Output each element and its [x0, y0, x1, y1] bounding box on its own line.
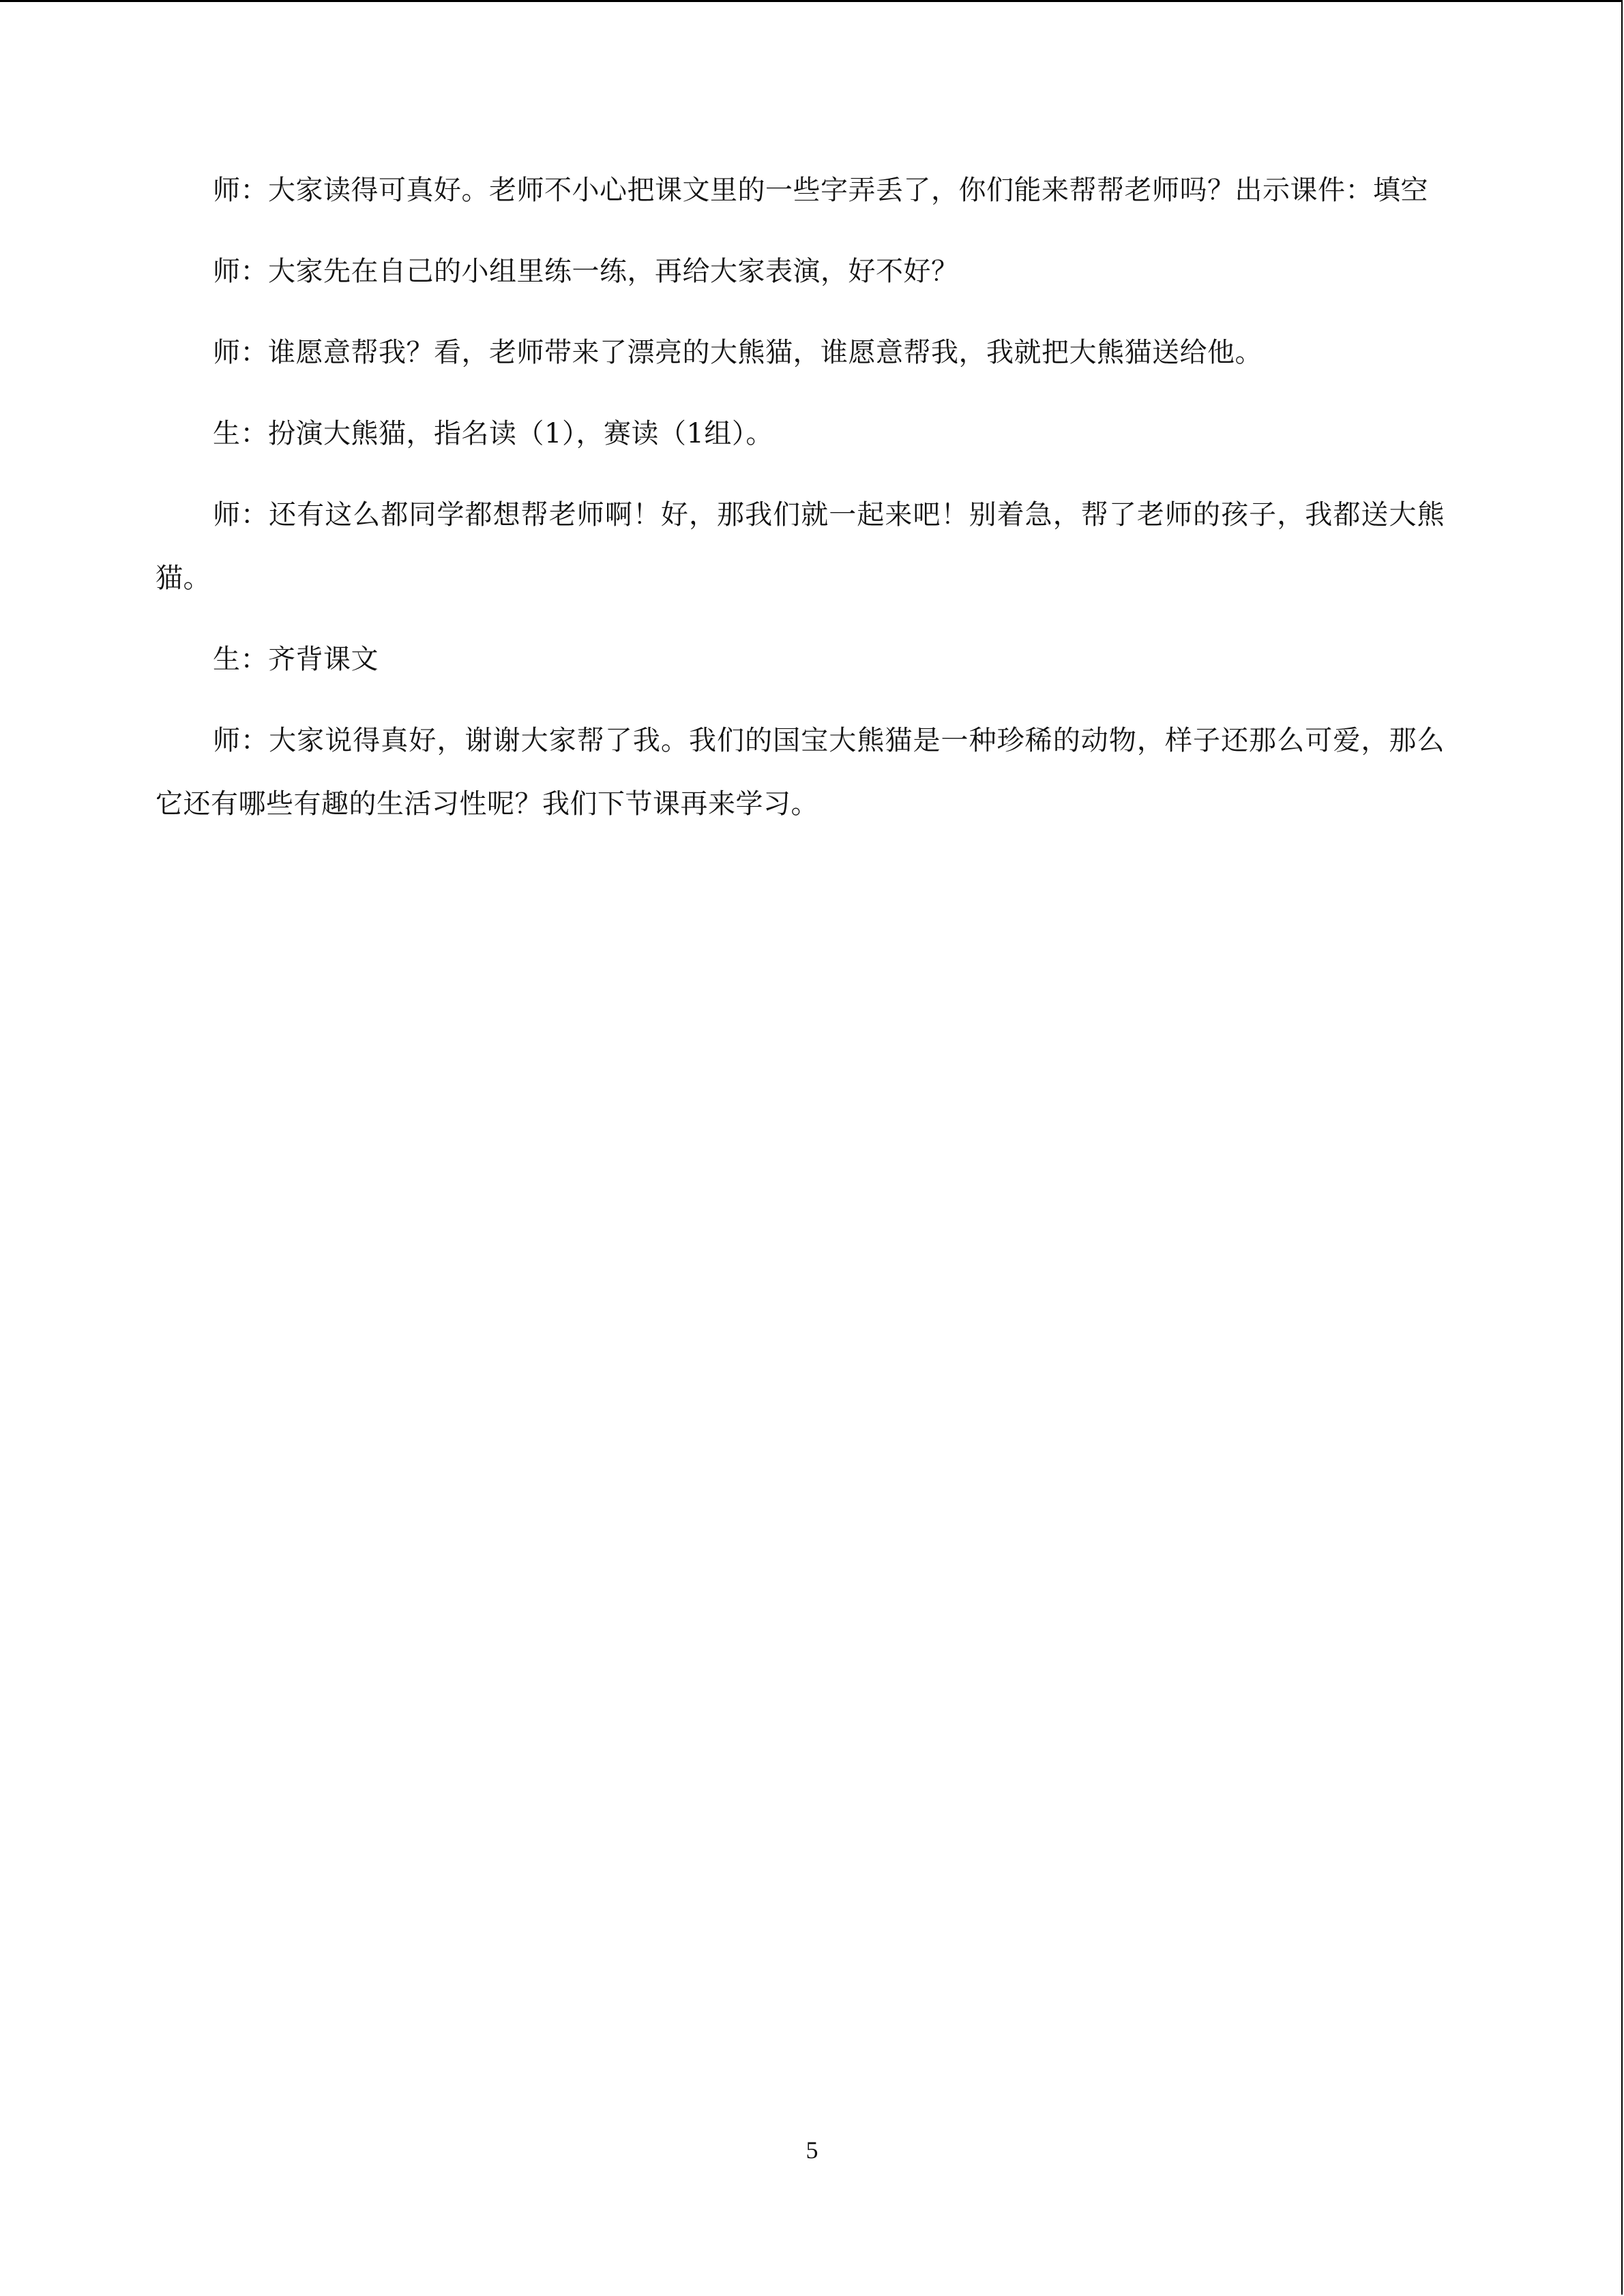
paragraph-teacher-fill-blank: 师：大家读得可真好。老师不小心把课文里的一些字弄丢了，你们能来帮帮老师吗？出示课件：填空	[213, 175, 1428, 206]
paragraph-teacher-panda-offer: 师：谁愿意帮我？看，老师带来了漂亮的大熊猫，谁愿意帮我，我就把大熊猫送给他。	[213, 337, 1263, 368]
paragraph-student-role-play: 生：扮演大熊猫，指名读（1），赛读（1组）。	[213, 418, 773, 449]
paragraph-teacher-closing: 师：大家说得真好，谢谢大家帮了我。我们的国宝大熊猫是一种珍稀的动物，样子还那么可爱，那么它还有哪些有趣的生活习性呢？我们下节课再来学习。	[156, 725, 1445, 820]
page-number: 5	[806, 2136, 818, 2164]
paragraph-teacher-everyone-help: 师：还有这么都同学都想帮老师啊！好，那我们就一起来吧！别着急，帮了老师的孩子，我都送大熊猫。	[156, 499, 1445, 594]
paragraph-student-recite: 生：齐背课文	[213, 644, 379, 675]
document-body	[156, 159, 1445, 854]
paragraph-teacher-group-practice: 师：大家先在自己的小组里练一练，再给大家表演，好不好？	[213, 256, 959, 287]
